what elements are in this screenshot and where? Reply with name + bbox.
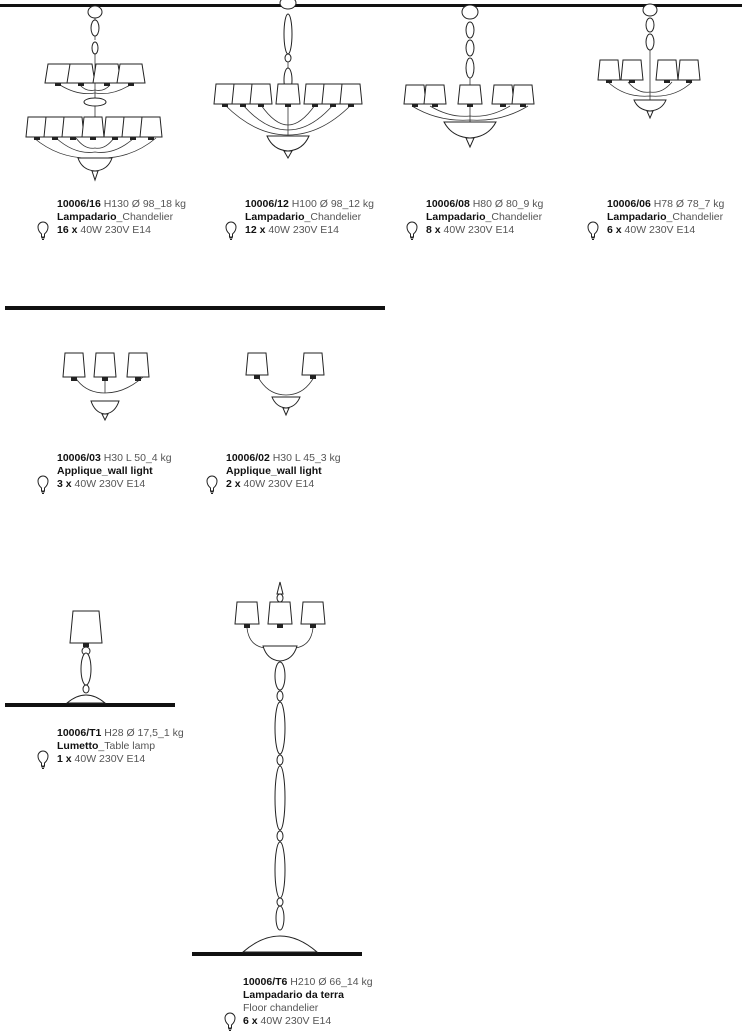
bulb-spec: 40W 230V E14	[268, 224, 339, 236]
lightbulb-icon	[37, 221, 49, 241]
product-caption-chandelier-08	[426, 198, 543, 237]
bulb-spec: 40W 230V E14	[443, 224, 515, 236]
product-dimensions: H100 Ø 98_12 kg	[291, 198, 375, 210]
bulb-spec: 40W 230V E14	[624, 224, 696, 236]
bulb-count: 2 x	[226, 478, 241, 490]
product-code: 10006/16	[57, 198, 101, 210]
bulb-count: 6 x	[243, 1015, 258, 1027]
lightbulb-icon	[37, 750, 49, 770]
bulb-spec: 40W 230V E14	[74, 753, 146, 765]
product-caption-wall-light-02	[226, 452, 341, 491]
product-name: Lampadario	[245, 211, 305, 223]
product-caption-chandelier-12	[245, 198, 374, 237]
product-code: 10006/12	[245, 198, 289, 210]
product-name: Lumetto	[57, 740, 99, 752]
chandelier-06-drawing	[590, 0, 710, 125]
lightbulb-icon	[37, 475, 49, 495]
product-dimensions: H210 Ø 66_14 kg	[290, 976, 373, 988]
lightbulb-icon	[225, 221, 237, 241]
wall-light-02-drawing	[240, 345, 335, 425]
product-caption-chandelier-16	[57, 198, 186, 237]
lightbulb-icon	[206, 475, 218, 495]
product-dimensions: H78 Ø 78_7 kg	[653, 198, 725, 210]
product-dimensions: H130 Ø 98_18 kg	[103, 198, 187, 210]
lightbulb-icon	[587, 221, 599, 241]
product-caption-chandelier-06	[607, 198, 724, 237]
product-name-english: _Chandelier	[485, 211, 543, 223]
product-code: 10006/08	[426, 198, 470, 210]
product-caption-wall-light-03	[57, 452, 172, 491]
chandelier-12-drawing	[205, 0, 370, 165]
product-name: Lampadario da terra	[243, 989, 344, 1001]
product-dimensions: H80 Ø 80_9 kg	[472, 198, 544, 210]
bulb-count: 12 x	[245, 224, 266, 236]
lightbulb-icon	[406, 221, 418, 241]
product-code: 10006/T1	[57, 727, 102, 739]
product-name-english: Floor chandelier	[243, 1002, 319, 1014]
bulb-spec: 40W 230V E14	[74, 478, 146, 490]
product-dimensions: H30 L 45_3 kg	[272, 452, 341, 464]
bulb-spec: 40W 230V E14	[80, 224, 151, 236]
product-code: 10006/06	[607, 198, 651, 210]
product-caption-table-lamp	[57, 727, 184, 766]
product-name-english: _Chandelier	[666, 211, 724, 223]
product-caption-floor-chandelier	[243, 976, 373, 1028]
wall-light-03-drawing	[55, 345, 165, 425]
section-rule-wall-lights	[5, 306, 385, 310]
bulb-count: 3 x	[57, 478, 72, 490]
product-name-english: _wall light	[270, 465, 322, 477]
bulb-spec: 40W 230V E14	[243, 478, 315, 490]
table-lamp-drawing	[55, 605, 125, 705]
bulb-count: 8 x	[426, 224, 441, 236]
bulb-count: 16 x	[57, 224, 78, 236]
product-name-english: _Chandelier	[116, 211, 174, 223]
product-name-english: _wall light	[101, 465, 153, 477]
product-name-english: _Chandelier	[304, 211, 362, 223]
bulb-spec: 40W 230V E14	[260, 1015, 332, 1027]
product-name: Applique	[57, 465, 102, 477]
product-code: 10006/02	[226, 452, 270, 464]
bulb-count: 6 x	[607, 224, 622, 236]
product-name: Applique	[226, 465, 271, 477]
product-name: Lampadario	[57, 211, 117, 223]
product-name: Lampadario	[426, 211, 486, 223]
product-dimensions: H28 Ø 17,5_1 kg	[104, 727, 184, 739]
chandelier-16-drawing	[20, 0, 170, 190]
product-name: Lampadario	[607, 211, 667, 223]
product-code: 10006/03	[57, 452, 101, 464]
bulb-count: 1 x	[57, 753, 72, 765]
product-name-english: _Table lamp	[98, 740, 156, 752]
chandelier-08-drawing	[398, 0, 543, 155]
lightbulb-icon	[224, 1012, 236, 1032]
product-code: 10006/T6	[243, 976, 288, 988]
floor-chandelier-drawing	[225, 580, 335, 955]
product-dimensions: H30 L 50_4 kg	[103, 452, 172, 464]
